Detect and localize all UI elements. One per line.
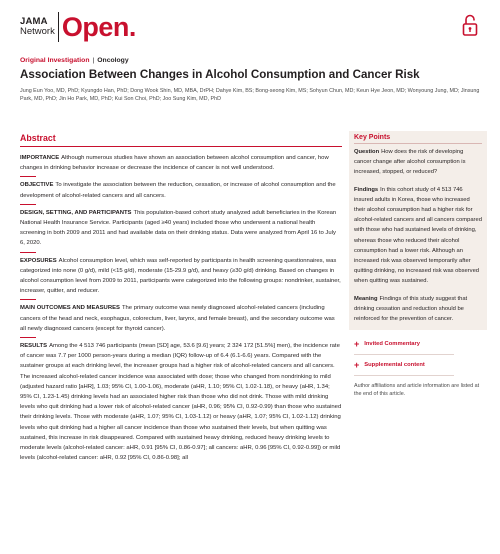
section-divider [20, 204, 36, 205]
key-point-label: Meaning [354, 295, 378, 302]
jama-network-open-logo[interactable] [20, 12, 136, 42]
key-point-text: Findings of this study suggest that drinking cessation and reduction should be reinforced for the prevention of cancer. [354, 295, 468, 323]
abstract-sections [20, 153, 342, 463]
article-topic: Oncology [97, 57, 129, 64]
key-point-question [354, 147, 482, 178]
abstract-section-objective [20, 180, 342, 200]
key-point-meaning [354, 294, 482, 325]
section-text: This population-based cohort study analyzed adult beneficiaries in the Korean National Health Insurance Service. Participants (aged ≥40 years) included those who underwent a national health screening in both 2009 and 2011 and had available data on their drinking status. Data were analyzed from April 16 to July 6, 2020. [20, 209, 337, 247]
link-label: Supplemental content [364, 362, 425, 369]
section-divider [20, 337, 36, 338]
abstract-heading: Abstract [20, 133, 56, 143]
abstract-column [20, 133, 342, 463]
abstract-section-design-setting-and-participants [20, 208, 342, 249]
article-meta [20, 57, 129, 64]
key-points-heading: Key Points [354, 134, 482, 144]
section-label: IMPORTANCE [20, 155, 60, 161]
affiliations-note: Author affiliations and article information are listed at the end of this article. [354, 383, 480, 398]
key-point-label: Findings [354, 186, 379, 193]
link-supplemental-content[interactable] [354, 361, 487, 369]
open-lock-icon [462, 14, 478, 36]
section-divider [20, 176, 36, 177]
logo-wordmark [20, 17, 55, 37]
key-point-text: How does the risk of developing cancer change after alcohol consumption is increased, stopped, or reduced? [354, 149, 466, 176]
logo-brand-bottom: Network [20, 26, 55, 37]
section-text: Among the 4 513 746 participants (mean [SD] age, 53.6 [9.6] years; 2 324 172 [51.5%] men), the incidence rate of cancer was 7.7 per 1000 person-years during a median (IQR) follow-up of 6.4 (6.1-6.6) years. Compared with the sustainer groups at each drinking level, the increaser groups had a higher risk of alcohol-related cancers and all cancers. The increased alcohol-related cancer incidence was associated with dose; those who changed from nondrinking to mild (adjusted hazard ratio [aHR], 1.03; 95% CI, 1.00-1.06), moderate (aHR, 1.10; 95% CI, 1.02-1.18), or heavy (aHR, 1.34; 95% CI, 1.23-1.45) drinking levels had an associated higher risk than those who did not drink. Those with mild drinking levels who quit drinking had a lower risk of alcohol-related cancer (aHR, 0.96; 95% CI, 0.92-0.99) than those who sustained their drinking levels. Those with moderate (aHR, 1.07; 95% CI, 1.03-1.12) or heavy (aHR, 1.07; 95% CI, 1.02-1.12) drinking levels who quit drinking had a higher all cancer incidence than those who sustained their levels, but when quitting was sustained, this increase in risk disappeared. Compared with sustained heavy drinking, reduced heavy drinking levels to moderate levels (alcohol-related cancer: aHR, 0.91 [95% CI, 0.86-0.97]; all cancers: aHR, 0.96 [95% CI, 0.92-0.99]) or mild levels (alcohol-related cancer: aHR, 0.92 [95% CI, 0.86-0.98]; all [20, 343, 342, 462]
link-invited-commentary[interactable] [354, 340, 487, 348]
section-text: To investigate the association between the reduction, cessation, or increase of alcohol consumption and the development of alcohol-related cancers and all cancers. [20, 182, 336, 199]
logo-brand-main: Open. [58, 12, 136, 42]
section-divider [20, 299, 36, 300]
logo-brand-top: JAMA [20, 16, 48, 27]
section-text: Although numerous studies have shown an association between alcohol consumption and cancer, how changes in drinking behavior increase or decrease the incidence of cancer is not well understood. [20, 155, 329, 172]
key-point-findings [354, 185, 482, 287]
section-divider [20, 252, 36, 253]
section-label: EXPOSURES [20, 257, 57, 264]
plus-icon: + [354, 339, 360, 350]
key-point-text: In this cohort study of 4 513 746 insured adults in Korea, those who increased their alcohol consumption had a higher risk for alcohol-related cancers and all cancers compared with those who had sustained levels of drinking, whereas those who reduced their alcohol consumption had a lower risk. Although an increased risk was observed temporarily after quitting drinking, no increased risk was observed when quitting was sustained. [354, 186, 482, 285]
sidebar [349, 131, 487, 398]
article-title: Association Between Changes in Alcohol Consumption and Cancer Risk [20, 68, 420, 81]
meta-separator: | [92, 57, 95, 64]
section-label: DESIGN, SETTING, AND PARTICIPANTS [20, 209, 132, 216]
related-links [349, 340, 487, 376]
abstract-section-importance [20, 153, 342, 173]
link-label: Invited Commentary [364, 341, 420, 348]
author-list: Jung Eun Yoo, MD, PhD; Kyungdo Han, PhD; Dong Wook Shin, MD, MBA, DrPH; Dahye Kim, BS; Bong-seong Kim, MS; Sohyun Chun, MD; Keun Hye Jeon, MD; Wonyoung Jung, MD; Jinsung Park, MD, PhD; Jin Ho Park, MD, PhD; Kui Son Choi, PhD; Joo Sung Kim, MD, PhD [20, 88, 480, 102]
section-label: OBJECTIVE [20, 182, 54, 189]
section-text: The primary outcome was newly diagnosed alcohol-related cancers (including cancers of the head and neck, esophagus, colorectum, liver, larynx, and female breast), and the secondary outcome was all newly diagnosed cancers (except for thyroid cancer). [20, 305, 335, 332]
abstract-section-results [20, 341, 342, 463]
section-text: Alcohol consumption level, which was self-reported by participants in health screening questionnaires, was categorized into none (0 g/d), mild (<15 g/d), moderate (15-29.9 g/d), and heavy (≥30 g/d) drinking. Based on changes in alcohol consumption level from 2009 to 2011, participants were categorized into the following groups: nondrinker, sustainer, increaser, quitter, and reducer. [20, 257, 341, 295]
abstract-rule [20, 146, 342, 147]
abstract-section-exposures [20, 256, 342, 297]
journal-header [20, 10, 480, 50]
plus-icon: + [354, 360, 360, 371]
section-label: MAIN OUTCOMES AND MEASURES [20, 305, 120, 312]
abstract-section-main-outcomes-and-measures [20, 303, 342, 334]
key-point-label: Question [354, 149, 380, 155]
link-divider [354, 354, 454, 355]
key-points-items [354, 147, 482, 324]
link-divider [354, 375, 454, 376]
section-label: RESULTS [20, 343, 48, 350]
key-points-box [349, 131, 487, 330]
article-type: Original Investigation [20, 57, 90, 64]
